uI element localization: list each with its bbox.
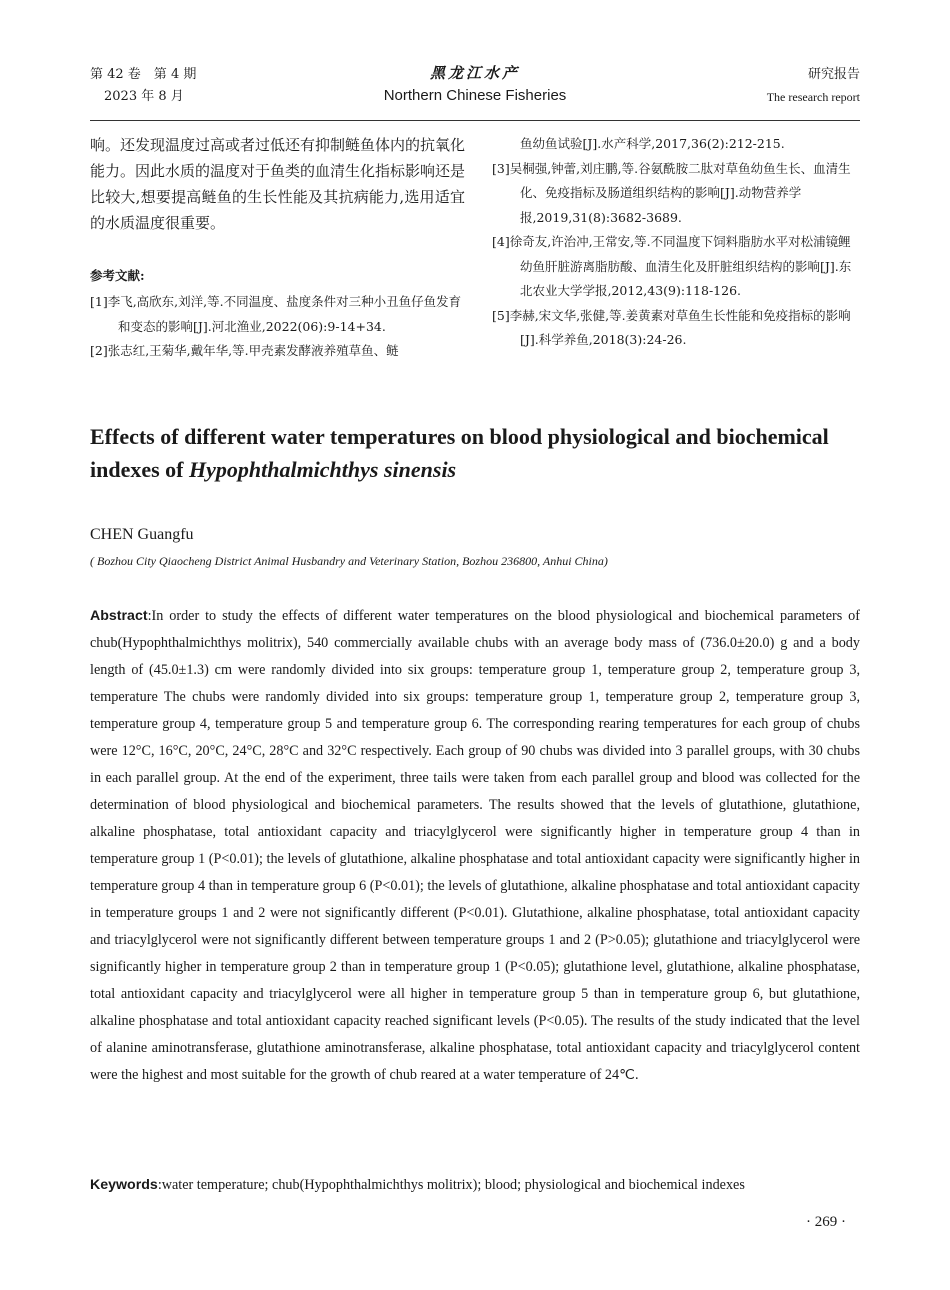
title-main: Effects of different water temperatures on blood physiological and biochemical indexes of: [90, 424, 829, 482]
abstract-text: :In order to study the effects of different water temperatures on the blood physiological and biochemical parameters of chub(Hypophthalmichthys molitrix), 540 commercially available chubs with an average body mass of (736.0±20.0) g and a body length of (45.0±1.3) cm were randomly divided into six groups: temperature group 1, temperature group 2, temperature group 3, temperature The chubs were randomly divided into six groups: temperature group 1, temperature group 2, temperature group 3, temperature group 4, temperature group 5 and temperature group 6. The corresponding rearing temperatures for each group of chubs were 12°C, 16°C, 20°C, 24°C, 28°C and 32°C respectively. Each group of 90 chubs was divided into 3 parallel groups, with 30 chubs in each parallel group. At the end of the experiment, three tails were taken from each parallel group and blood was collected for the determination of blood physiological and biochemical parameters. The results showed that the levels of glutathione, glutathione, alkaline phosphatase, total antioxidant capacity and triacylglycerol were significantly higher in temperature group 4 than in temperature group 1 (P<0.01); the levels of glutathione, alkaline phosphatase and total antioxidant capacity were significantly higher in temperature group 4 than in temperature group 6 (P<0.01); the levels of glutathione, alkaline phosphatase and total antioxidant capacity in temperature groups 1 and 2 were not significantly different (P<0.01). Glutathione, alkaline phosphatase, total antioxidant capacity and triacylglycerol were not significantly different between temperature groups 1 and 2 (P>0.05); glutathione and triacylglycerol were significantly higher in temperature group 2 than in temperature group 1 (P<0.05); glutathione level, glutathione, alkaline phosphatase, total antioxidant capacity and triacylglycerol were all higher in temperature group 5 than in temperature group 6, but glutathione, alkaline phosphatase and total antioxidant capacity reached significant levels (P<0.05). The results of the study indicated that the level of alanine aminotransferase, glutathione aminotransferase, alkaline phosphatase, total antioxidant capacity and triacylglycerol content were the highest and most suitable for the growth of chub reared at a water temperature of 24℃.: [90, 608, 860, 1083]
keywords-text: :water temperature; chub(Hypophthalmichthys molitrix); blood; physiological and biochemical indexes: [157, 1177, 745, 1193]
header-right: [767, 64, 860, 108]
journal-name-en: Northern Chinese Fisheries: [383, 87, 567, 104]
right-column: [492, 132, 860, 353]
issue-date: 2023 年 8 月: [104, 89, 184, 104]
reference-5: [5]李赫,宋文华,张健,等.姜黄素对草鱼生长性能和免疫指标的影响[J].科学养鱼,2018(3):24-26.: [492, 307, 851, 347]
reference-2-continued: 鱼幼鱼试验[J].水产科学,2017,36(2):212-215.: [520, 136, 785, 151]
keywords-label: Keywords: [90, 1177, 158, 1193]
references-title: 参考文献:: [90, 268, 145, 283]
section-cn: 研究报告: [807, 67, 860, 82]
reference-4: [4]徐奇友,许治冲,王常安,等.不同温度下饲料脂肪水平对松浦镜鲤幼鱼肝脏游离脂肪酸、血清生化及肝脏组织结构的影响[J].东北农业大学学报,2012,43(9):118-126.: [492, 234, 852, 298]
title-species: Hypophthalmichthys sinensis: [189, 457, 457, 482]
author-affiliation: ( Bozhou City Qiaocheng District Animal Husbandry and Veterinary Station, Bozhou 236800, Anhui China): [90, 554, 608, 568]
journal-name-cn: 黑龙江水产: [429, 64, 520, 82]
reference-1: [1]李飞,高欣东,刘洋,等.不同温度、盐度条件对三种小丑鱼仔鱼发育和变态的影响[J].河北渔业,2022(06):9-14+34.: [90, 294, 462, 334]
body-paragraph: 响。还发现温度过高或者过低还有抑制鲢鱼体内的抗氧化能力。因此水质的温度对于鱼类的血清生化指标影响还是比较大,想要提高鲢鱼的生长性能及其抗病能力,选用适宜的水质温度很重要。: [90, 136, 466, 232]
header-rule: [90, 120, 860, 121]
english-title: [90, 420, 860, 486]
section-en: The research report: [766, 90, 860, 104]
abstract: [90, 603, 860, 1089]
reference-3: [3]吴桐强,钟蕾,刘庄鹏,等.谷氨酰胺二肽对草鱼幼鱼生长、血清生化、免疫指标及肠道组织结构的影响[J].动物营养学报,2019,31(8):3682-3689.: [492, 160, 851, 225]
page-header: [90, 62, 860, 118]
page-number: · 269 ·: [806, 1214, 846, 1230]
journal-name: [90, 62, 860, 108]
left-column: [90, 132, 465, 364]
keywords: [90, 1172, 860, 1199]
author-name: CHEN Guangfu: [90, 526, 194, 543]
reference-2: [2]张志红,王菊华,戴年华,等.甲壳素发酵液养殖草鱼、鲢: [90, 343, 399, 358]
abstract-label: Abstract: [90, 608, 148, 624]
volume-issue: 第 42 卷 第 4 期: [90, 67, 197, 82]
